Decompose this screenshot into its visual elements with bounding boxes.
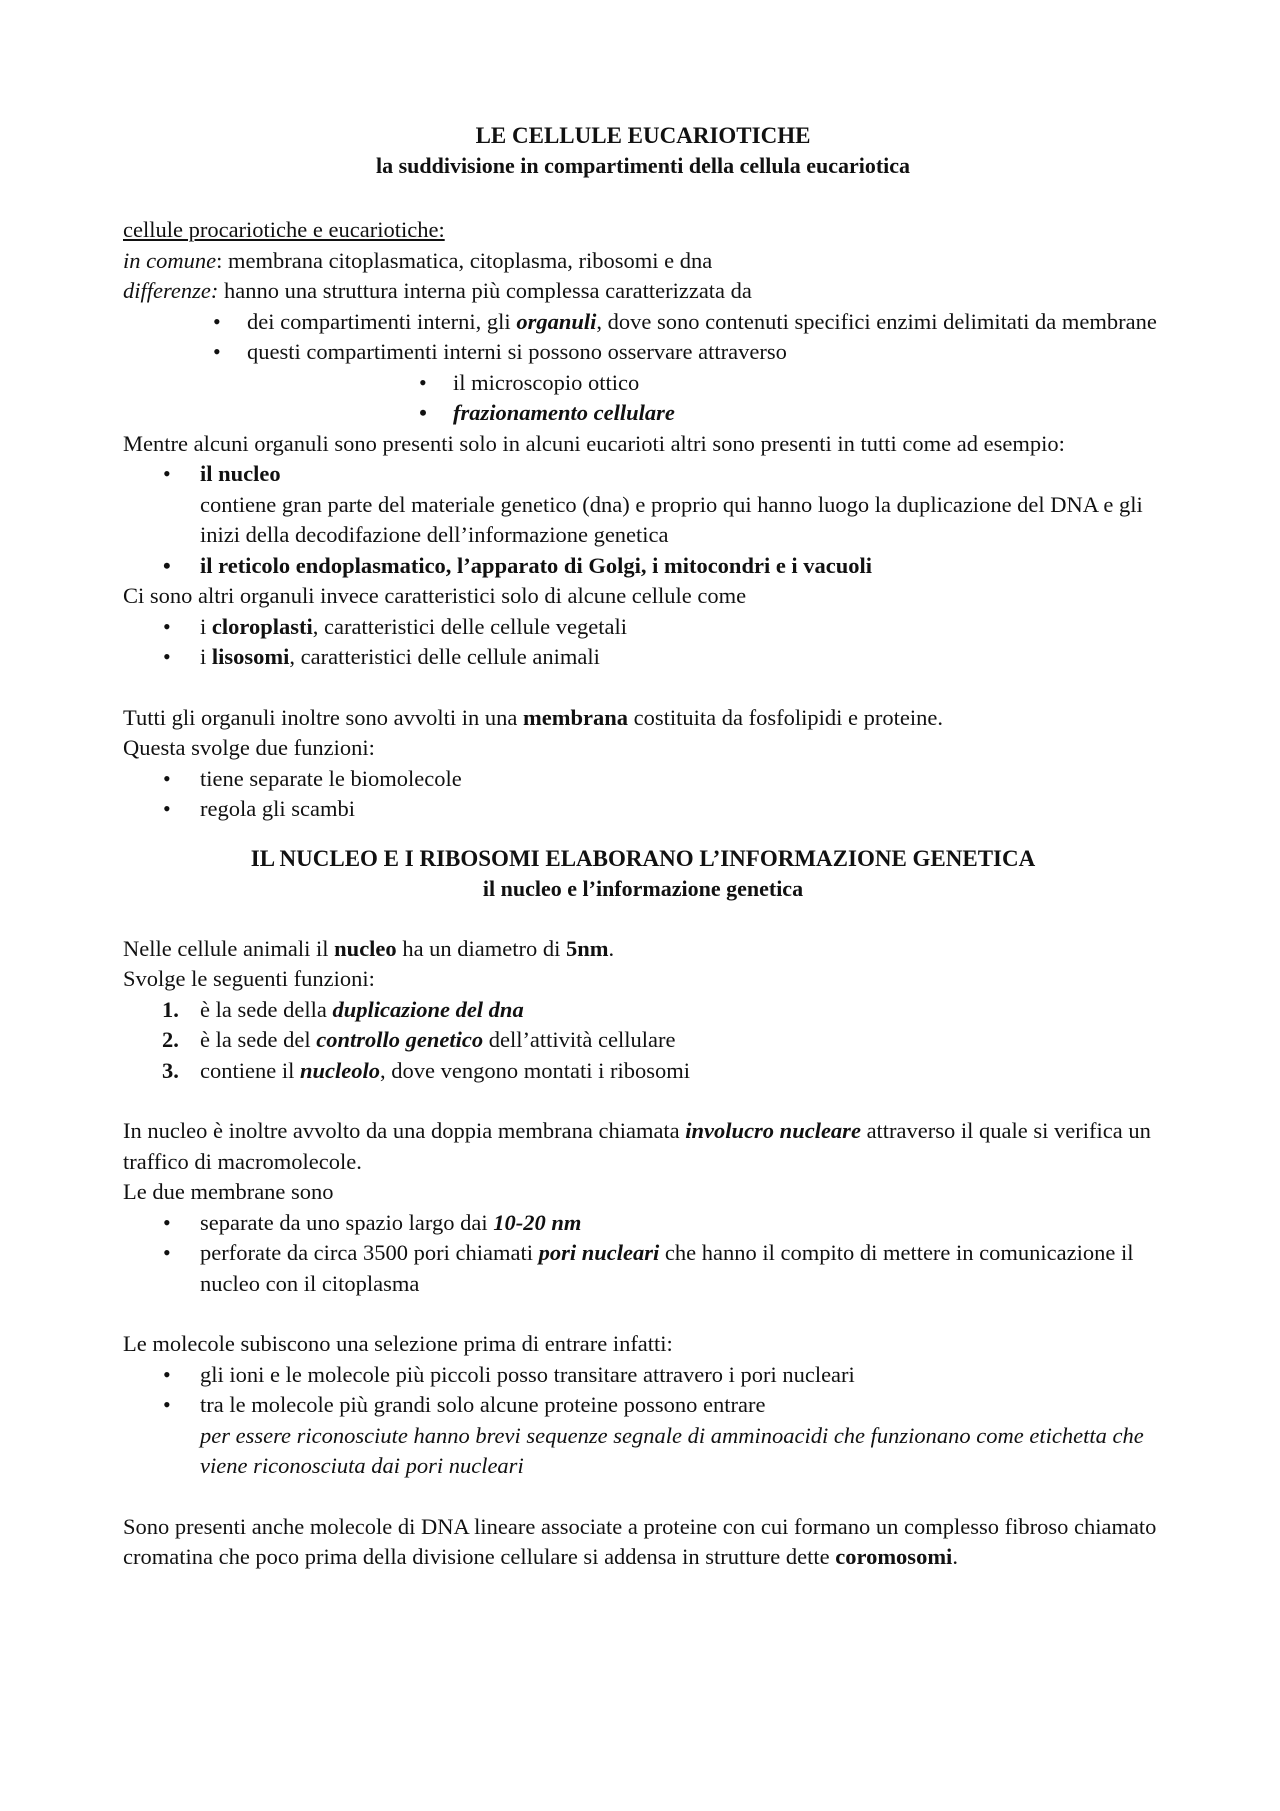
- specific-organelles-list: [123, 612, 1163, 673]
- list-item: • il reticolo endoplasmatico, l’apparato di Golgi, i mitocondri e i vacuoli: [200, 551, 1163, 582]
- paragraph: Mentre alcuni organuli sono presenti solo in alcuni eucarioti altri sono presenti in tutti come ad esempio:: [123, 430, 1065, 456]
- organelles-list: [123, 459, 1163, 581]
- paragraph: In nucleo è inoltre avvolto da una doppia membrana chiamata involucro nucleare attraverso il quale si verifica un traffico di macromolecole.: [123, 1118, 1151, 1174]
- list-item: • tiene separate le biomolecole: [200, 764, 1163, 795]
- section-title: IL NUCLEO E I RIBOSOMI ELABORANO L’INFORMAZIONE GENETICA: [250, 845, 1036, 871]
- nucleus-functions-list: [123, 995, 1163, 1087]
- paragraph: Sono presenti anche molecole di DNA lineare associate a proteine con cui formano un complesso fibroso chiamato cromatina che poco prima della divisione cellulare si addensa in strutture dette coromosomi.: [123, 1513, 1157, 1569]
- list-item: 2. è la sede del controllo genetico dell’attività cellulare: [162, 1027, 676, 1052]
- intro-heading: cellule procariotiche e eucariotiche:: [123, 217, 445, 242]
- list-item: • il nucleo contiene gran parte del materiale genetico (dna) e proprio qui hanno luogo la duplicazione del DNA e gli inizi della decodifazione dell’informazione genetica: [200, 459, 1163, 551]
- paragraph: Le due membrane sono: [123, 1179, 334, 1204]
- list-item: • frazionamento cellulare: [453, 398, 1163, 429]
- list-item: • dei compartimenti interni, gli organuli, dove sono contenuti specifici enzimi delimitati da membrane: [247, 307, 1163, 338]
- list-item: 3. contiene il nucleolo, dove vengono montati i ribosomi: [162, 1057, 690, 1083]
- note: per essere riconosciute hanno brevi sequenze segnale di amminoacidi che funzionano come etichetta che viene riconosciuta dai pori nucleari: [200, 1422, 1144, 1478]
- paragraph: Le molecole subiscono una selezione prima di entrare infatti:: [123, 1331, 673, 1356]
- list-item: • questi compartimenti interni si possono osservare attraverso: [247, 337, 1163, 368]
- paragraph: Questa svolge due funzioni:: [123, 735, 375, 760]
- page-title: LE CELLULE EUCARIOTICHE: [475, 123, 811, 148]
- paragraph: Tutti gli organuli inoltre sono avvolti in una membrana costituita da fosfolipidi e proteine.: [123, 704, 943, 730]
- differences-list: [123, 307, 1163, 368]
- page-subtitle: la suddivisione in compartimenti della cellula eucariotica: [375, 153, 911, 178]
- paragraph: Nelle cellule animali il nucleo ha un diametro di 5nm.: [123, 935, 615, 961]
- list-item: • gli ioni e le molecole più piccoli posso transitare attravero i pori nucleari: [200, 1360, 1163, 1391]
- paragraph: Ci sono altri organuli invece caratteristici solo di alcune cellule come: [123, 583, 747, 608]
- list-item: • i lisosomi, caratteristici delle cellule animali: [200, 642, 1163, 673]
- list-item: • il microscopio ottico: [453, 368, 1163, 399]
- membrane-functions-list: [123, 764, 1163, 825]
- selection-list: [123, 1360, 1163, 1482]
- paragraph: Svolge le seguenti funzioni:: [123, 966, 375, 991]
- membranes-list: [123, 1208, 1163, 1300]
- section-subtitle: il nucleo e l’informazione genetica: [482, 875, 804, 901]
- list-item: • tra le molecole più grandi solo alcune proteine possono entrare per essere riconosciute hanno brevi sequenze segnale di amminoacidi che funzionano come etichetta che viene riconosciuta dai pori nucleari: [200, 1390, 1163, 1482]
- document-page: [123, 120, 1163, 1573]
- common-line: in comune: membrana citoplasmatica, citoplasma, ribosomi e dna: [123, 247, 713, 273]
- list-item: • i cloroplasti, caratteristici delle cellule vegetali: [200, 612, 1163, 643]
- differences-line: differenze: hanno una struttura interna più complessa caratterizzata da: [123, 278, 752, 303]
- list-item: • perforate da circa 3500 pori chiamati pori nucleari che hanno il compito di mettere in comunicazione il nucleo con il citoplasma: [200, 1238, 1163, 1299]
- list-item: • separate da uno spazio largo dai 10-20 nm: [200, 1208, 1163, 1239]
- list-item: • regola gli scambi: [200, 794, 1163, 825]
- list-item: 1. è la sede della duplicazione del dna: [162, 996, 524, 1022]
- observation-methods-list: [123, 368, 1163, 429]
